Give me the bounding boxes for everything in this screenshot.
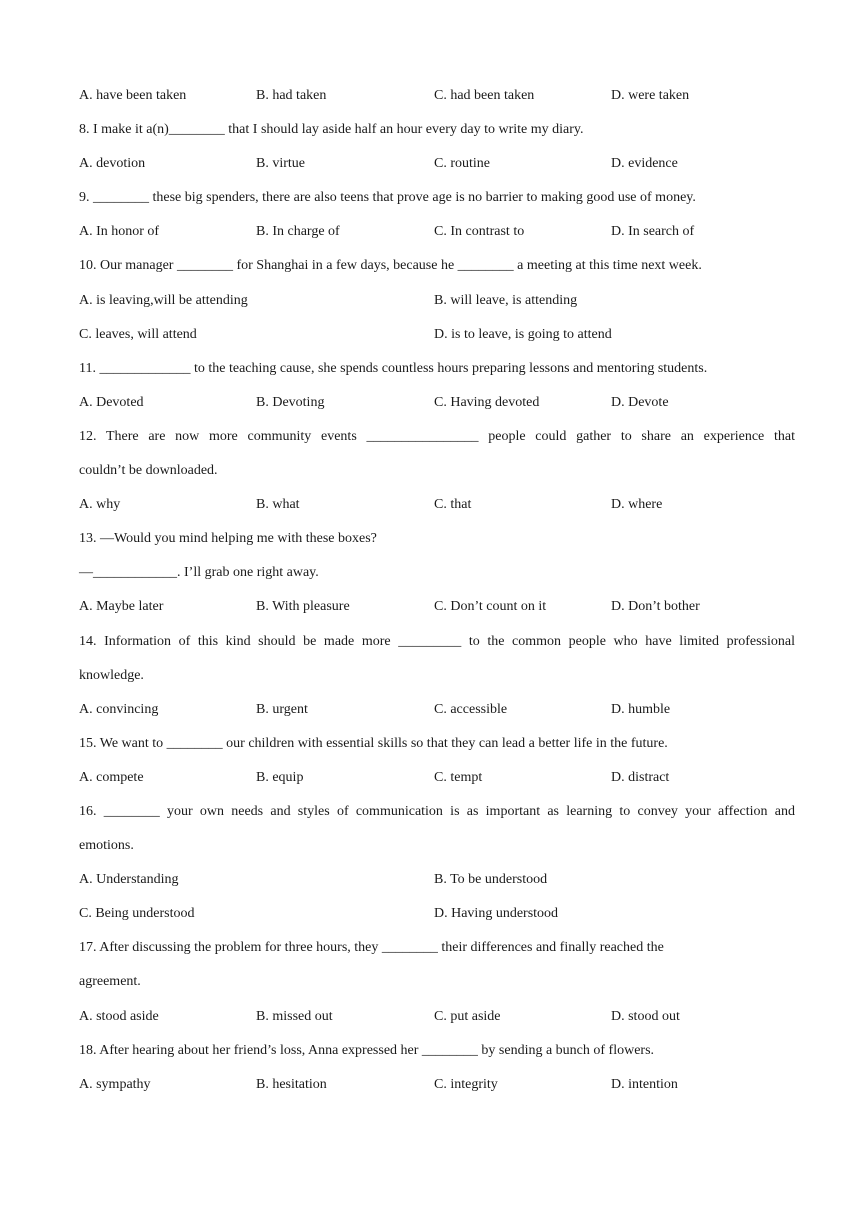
answer-options-row	[79, 764, 795, 798]
answer-option: C. tempt	[434, 769, 483, 785]
answer-option: C. that	[434, 497, 472, 513]
question-text-line: knowledge.	[79, 667, 144, 683]
answer-option: B. equip	[256, 769, 304, 785]
question-text-line: 13. —Would you mind helping me with these boxes?	[79, 531, 377, 547]
question-text-line: 12. There are now more community events ________________ people could gather to share an experience that	[79, 428, 795, 444]
answer-option: B. urgent	[256, 701, 308, 717]
answer-option: A. Understanding	[79, 872, 179, 888]
answer-option: A. devotion	[79, 156, 146, 172]
answer-options-row	[79, 696, 795, 730]
question-text-line: 17. After discussing the problem for three hours, they ________ their differences and finally reached the	[79, 940, 664, 956]
document-page	[79, 82, 795, 1105]
answer-option: D. Don’t bother	[611, 599, 700, 615]
answer-option: C. put aside	[434, 1008, 501, 1024]
answer-options-row	[79, 900, 795, 934]
answer-option: B. will leave, is attending	[434, 292, 578, 308]
answer-option: C. Being understood	[79, 906, 195, 922]
answer-options-row	[79, 389, 795, 423]
answer-options-row	[79, 150, 795, 184]
answer-option: A. convincing	[79, 701, 159, 717]
answer-option: C. In contrast to	[434, 224, 525, 240]
answer-option: D. where	[611, 497, 663, 513]
answer-option: A. have been taken	[79, 88, 187, 103]
answer-option: D. intention	[611, 1076, 678, 1092]
answer-option: A. Maybe later	[79, 599, 164, 615]
answer-option: D. Devote	[611, 394, 669, 410]
answer-option: B. Devoting	[256, 394, 325, 410]
answer-options-row	[79, 321, 795, 355]
answer-option: C. routine	[434, 156, 490, 172]
answer-option: D. humble	[611, 701, 671, 717]
answer-option: C. leaves, will attend	[79, 326, 197, 342]
answer-option: D. evidence	[611, 156, 678, 172]
question-text-line: 10. Our manager ________ for Shanghai in a few days, because he ________ a meeting at this time next week.	[79, 258, 702, 274]
answer-option: B. With pleasure	[256, 599, 350, 615]
answer-option: C. Having devoted	[434, 394, 540, 410]
answer-option: B. hesitation	[256, 1076, 327, 1092]
answer-option: A. sympathy	[79, 1076, 151, 1092]
answer-options-row	[79, 287, 795, 321]
question-text-line: 8. I make it a(n)________ that I should lay aside half an hour every day to write my diary.	[79, 122, 584, 138]
question-text-line: 11. _____________ to the teaching cause, she spends countless hours preparing lessons and mentoring students.	[79, 360, 708, 376]
answer-options-row	[79, 218, 795, 252]
answer-option: C. integrity	[434, 1076, 498, 1092]
question-text-line: 15. We want to ________ our children with essential skills so that they can lead a better life in the future.	[79, 735, 668, 751]
answer-option: C. accessible	[434, 701, 508, 717]
answer-option: D. is to leave, is going to attend	[434, 326, 612, 342]
question-text-line: emotions.	[79, 838, 134, 854]
answer-option: C. Don’t count on it	[434, 599, 547, 615]
answer-option: B. had taken	[256, 88, 327, 103]
answer-option: A. In honor of	[79, 224, 160, 240]
answer-option: A. why	[79, 497, 121, 513]
answer-option: B. To be understood	[434, 872, 548, 888]
answer-options-row	[79, 491, 795, 525]
answer-options-row	[79, 866, 795, 900]
answer-option: D. In search of	[611, 224, 695, 240]
question-text-line: agreement.	[79, 974, 141, 990]
answer-option: D. stood out	[611, 1008, 680, 1024]
answer-option: C. had been taken	[434, 88, 535, 103]
answer-option: D. Having understood	[434, 906, 559, 922]
question-text-line: 9. ________ these big spenders, there are also teens that prove age is no barrier to making good use of money.	[79, 190, 696, 206]
question-text-line: couldn’t be downloaded.	[79, 463, 218, 479]
question-text-line: 14. Information of this kind should be made more _________ to the common people who have limited professional	[79, 633, 795, 649]
question-text-line: —____________. I’ll grab one right away.	[79, 565, 319, 581]
question-text-line: 16. ________ your own needs and styles of communication is as important as learning to convey your affection and	[79, 803, 795, 819]
answer-option: B. virtue	[256, 156, 305, 172]
answer-option: D. were taken	[611, 88, 690, 103]
question-text-line: 18. After hearing about her friend’s loss, Anna expressed her ________ by sending a bunch of flowers.	[79, 1042, 655, 1058]
answer-option: A. Devoted	[79, 394, 144, 410]
answer-options-row	[79, 82, 795, 116]
answer-option: A. compete	[79, 769, 144, 785]
answer-option: D. distract	[611, 769, 670, 785]
answer-options-row	[79, 593, 795, 627]
answer-option: A. stood aside	[79, 1008, 159, 1024]
answer-option: B. In charge of	[256, 224, 340, 240]
answer-options-row	[79, 1003, 795, 1037]
answer-options-row	[79, 1071, 795, 1105]
answer-option: B. what	[256, 497, 300, 513]
answer-option: A. is leaving,will be attending	[79, 292, 248, 308]
answer-option: B. missed out	[256, 1008, 333, 1024]
